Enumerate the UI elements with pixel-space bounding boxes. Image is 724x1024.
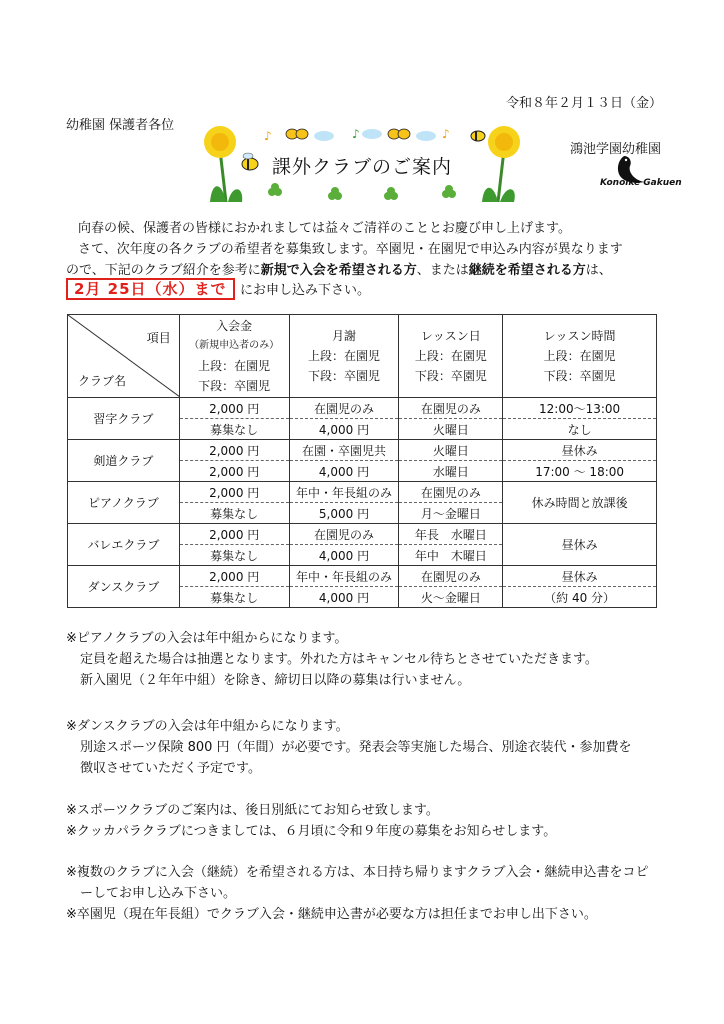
club-monthly-lower: 4,000 円: [289, 461, 399, 482]
dandelion-right-icon: [482, 126, 520, 202]
club-fee-lower: 2,000 円: [179, 461, 289, 482]
club-time-lower: なし: [503, 419, 657, 440]
note-line: 定員を超えた場合は抽選となります。外れた方はキャンセル待ちとさせていただきます。: [80, 652, 598, 667]
club-monthly-lower: 4,000 円: [289, 545, 399, 566]
table-header-row: [68, 315, 657, 398]
note-line: ※クッカパラクラブにつきましては、６月頃に令和９年度の募集をお知らせします。: [66, 824, 557, 839]
intro-line-3-e: は、: [585, 263, 612, 278]
header-day-lower: 下段：卒園児: [414, 369, 487, 383]
club-name-cell: 習字クラブ: [68, 398, 180, 440]
club-day-lower: 火～金曜日: [399, 587, 503, 608]
header-lesson-time: [503, 315, 657, 398]
table-row: [68, 566, 657, 587]
club-day-lower: 月～金曜日: [399, 503, 503, 524]
club-monthly-upper: 在園児のみ: [289, 398, 399, 419]
intro-line-2: さて、次年度の各クラブの希望者を募集致します。卒園児・在園児で申込み内容が異なります: [78, 242, 623, 257]
club-name-cell: ピアノクラブ: [68, 482, 180, 524]
header-monthly-lower: 下段：卒園児: [308, 369, 381, 383]
header-entry-fee-lower: 下段：卒園児: [198, 379, 271, 393]
header-monthly-fee: [289, 315, 399, 398]
document-date: 令和８年２月１３日（金）: [505, 96, 662, 111]
logo-text: Konoike Gakuen: [600, 178, 682, 188]
club-day-upper: 在園児のみ: [399, 566, 503, 587]
note-line: ※ピアノクラブの入会は年中組からになります。: [66, 631, 348, 646]
club-time-upper: 12:00～13:00: [503, 398, 657, 419]
club-day-upper: 在園児のみ: [399, 482, 503, 503]
note-line: ーしてお申し込み下さい。: [80, 886, 237, 901]
corner-item-label: 項目: [146, 331, 171, 345]
club-monthly-upper: 在園・卒園児共: [289, 440, 399, 461]
club-monthly-lower: 4,000 円: [289, 587, 399, 608]
club-fee-lower: 募集なし: [179, 545, 289, 566]
club-day-lower: 水曜日: [399, 461, 503, 482]
corner-club-label: クラブ名: [78, 374, 127, 388]
note-line: ※卒園児（現在年長組）でクラブ入会・継続申込書が必要な方は担任までお申し出下さい。: [66, 907, 597, 922]
svg-text:♪: ♪: [264, 129, 272, 143]
intro-line-1: 向春の候、保護者の皆様におかれましては益々ご清祥のこととお慶び申し上げます。: [78, 221, 571, 236]
club-monthly-lower: 5,000 円: [289, 503, 399, 524]
note-line: 徴収させていただく予定です。: [80, 761, 261, 776]
dandelion-left-icon: [204, 126, 242, 202]
club-day-upper: 年長 水曜日: [399, 524, 503, 545]
svg-text:♪: ♪: [352, 127, 360, 141]
header-monthly-title: 月謝: [332, 329, 357, 343]
note-line: ※スポーツクラブのご案内は、後日別紙にてお知らせ致します。: [66, 803, 439, 818]
club-fee-upper: 2,000 円: [179, 440, 289, 461]
club-name-cell: バレエクラブ: [68, 524, 180, 566]
note-line: 新入園児（２年年中組）を除き、締切日以降の募集は行いません。: [80, 673, 471, 688]
club-monthly-upper: 年中・年長組のみ: [289, 566, 399, 587]
note-line: ※複数のクラブに入会（継続）を希望される方は、本日持ち帰りますクラブ入会・継続申込書をコピ: [66, 865, 649, 880]
club-time-lower: （約 40 分）: [503, 587, 657, 608]
header-time-lower: 下段：卒園児: [543, 369, 616, 383]
intro-emphasis-continue: 継続を希望される方: [468, 263, 586, 278]
header-day-title: レッスン日: [420, 329, 481, 343]
intro-emphasis-new: 新規で入会を希望される方: [260, 263, 417, 278]
club-time-lower: 17:00 ～ 18:00: [503, 461, 657, 482]
header-time-title: レッスン時間: [543, 329, 616, 343]
club-name-cell: ダンスクラブ: [68, 566, 180, 608]
intro-paragraph: [66, 218, 666, 281]
svg-text:♪: ♪: [442, 127, 450, 141]
club-day-upper: 火曜日: [399, 440, 503, 461]
club-fee-upper: 2,000 円: [179, 566, 289, 587]
header-entry-fee-note: （新規申込者のみ）: [189, 340, 280, 351]
notes-dance: [66, 716, 666, 779]
note-line: 別途スポーツ保険 800 円（年間）が必要です。発表会等実施した場合、別途衣装代・参加費を: [80, 740, 632, 755]
recipient-line: 幼稚園 保護者各位: [66, 118, 175, 133]
club-monthly-upper: 年中・年長組のみ: [289, 482, 399, 503]
intro-line-3-c: 、または: [416, 263, 469, 278]
club-fee-lower: 募集なし: [179, 503, 289, 524]
notes-other: [66, 800, 666, 842]
club-day-lower: 年中 木曜日: [399, 545, 503, 566]
table-row: [68, 482, 657, 503]
intro-line-3-a: ので、下記のクラブ紹介を参考に: [66, 263, 261, 278]
club-fee-upper: 2,000 円: [179, 482, 289, 503]
club-time-upper: 昼休み: [503, 566, 657, 587]
header-day-upper: 上段：在園児: [414, 349, 487, 363]
club-time-cell: 休み時間と放課後: [503, 482, 657, 524]
club-fee-upper: 2,000 円: [179, 398, 289, 419]
club-time-upper: 昼休み: [503, 440, 657, 461]
club-name-cell: 剣道クラブ: [68, 440, 180, 482]
butterfly-icon: [388, 129, 410, 139]
clubs-table: [67, 314, 657, 608]
notes-application: [66, 862, 666, 925]
club-monthly-lower: 4,000 円: [289, 419, 399, 440]
club-fee-upper: 2,000 円: [179, 524, 289, 545]
club-time-cell: 昼休み: [503, 524, 657, 566]
club-monthly-upper: 在園児のみ: [289, 524, 399, 545]
table-corner-cell: [68, 315, 180, 398]
header-time-upper: 上段：在園児: [543, 349, 616, 363]
butterfly-icon: [286, 129, 308, 139]
table-row: [68, 440, 657, 461]
note-line: ※ダンスクラブの入会は年中組からになります。: [66, 719, 349, 734]
club-day-lower: 火曜日: [399, 419, 503, 440]
header-entry-fee-upper: 上段：在園児: [198, 359, 271, 373]
club-day-upper: 在園児のみ: [399, 398, 503, 419]
club-fee-lower: 募集なし: [179, 419, 289, 440]
table-row: [68, 524, 657, 545]
club-fee-lower: 募集なし: [179, 587, 289, 608]
table-row: [68, 398, 657, 419]
deadline-badge: 2月 25日（水）まで: [66, 278, 235, 300]
header-entry-fee-title: 入会金: [216, 319, 253, 333]
notes-piano: [66, 628, 666, 691]
deadline-tail: にお申し込み下さい。: [240, 283, 371, 298]
page-title: 課外クラブのご案内: [271, 156, 452, 178]
header-monthly-upper: 上段：在園児: [308, 349, 381, 363]
school-logo: [604, 152, 658, 198]
bee-icon: [471, 131, 485, 141]
school-name: 鴻池学園幼稚園: [570, 142, 662, 157]
header-lesson-day: [399, 315, 503, 398]
header-entry-fee: [179, 315, 289, 398]
